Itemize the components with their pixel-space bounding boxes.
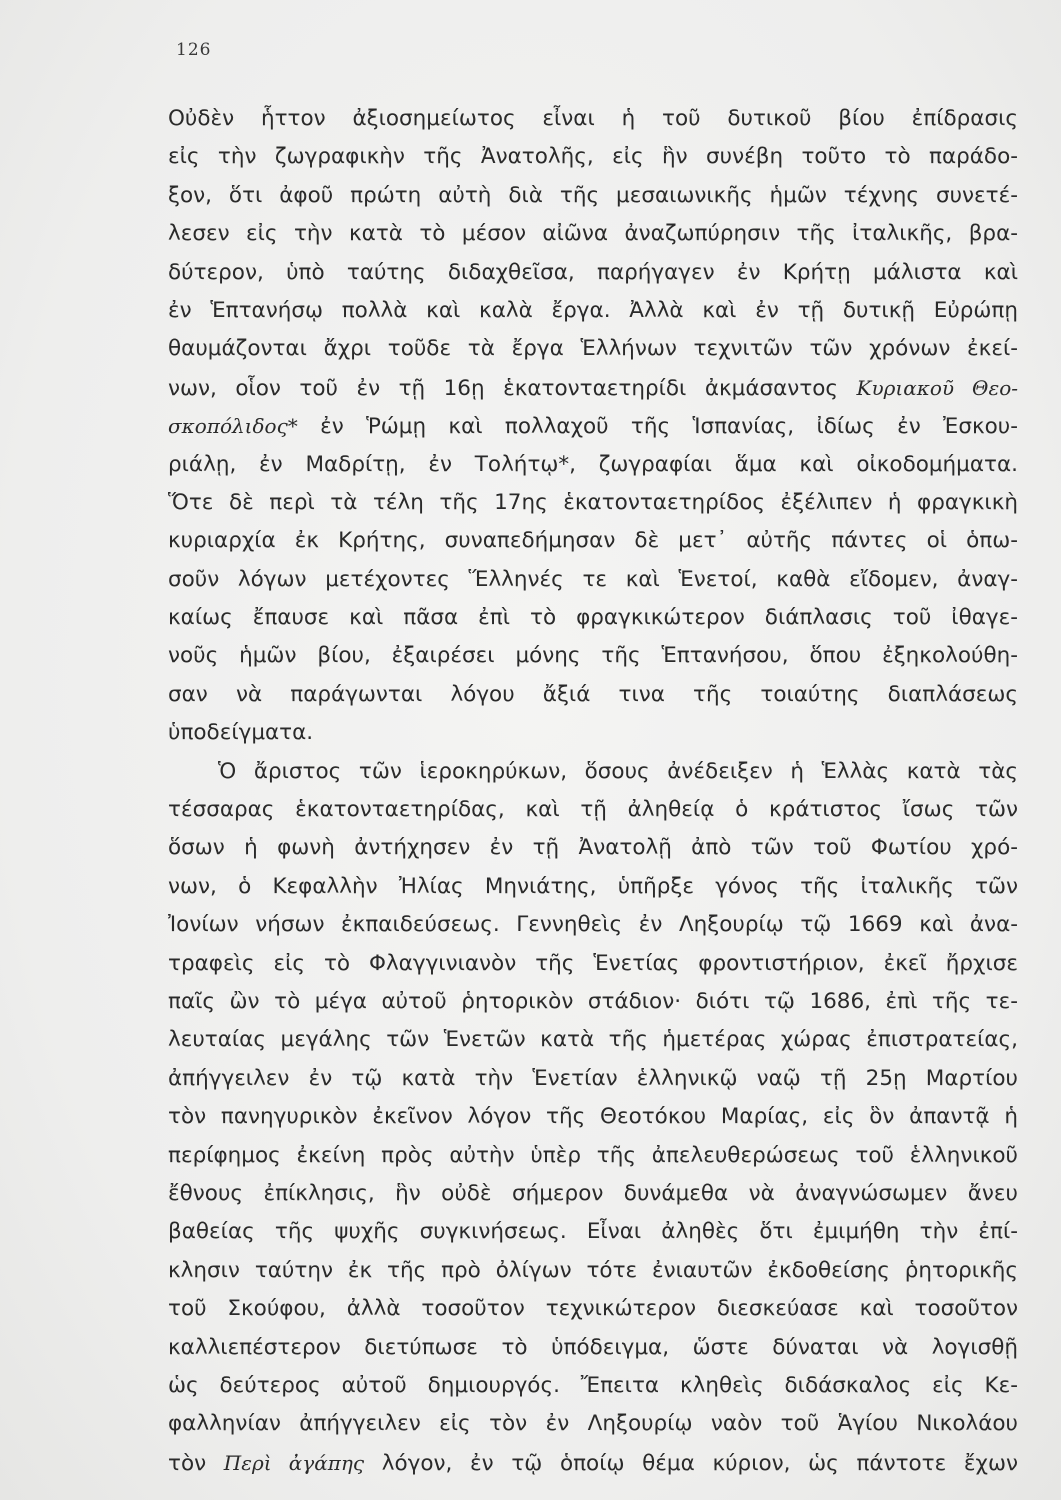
text-line: νοῦς ἡμῶν βίου, ἐξαιρέσει μόνης τῆς Ἑπτανήσου, ὅπου ἐξηκολούθη-	[168, 643, 1018, 669]
text-line: νων, ὁ Κεφαλλὴν Ἠλίας Μηνιάτης, ὑπῆρξε γόνος τῆς ἰταλικῆς τῶν	[168, 873, 1018, 899]
page-number: 126	[176, 40, 212, 60]
text-line: λεσεν εἰς τὴν κατὰ τὸ μέσον αἰῶνα ἀναζωπύρησιν τῆς ἰταλικῆς, βρα-	[168, 221, 1018, 247]
text-line: Ὅτε δὲ περὶ τὰ τέλη τῆς 17ης ἑκατονταετηρίδος ἐξέλιπεν ἡ φραγκικὴ	[168, 489, 1018, 515]
text-line: τέσσαρας ἑκατονταετηρίδας, καὶ τῇ ἀληθείᾳ ὁ κράτιστος ἴσως τῶν	[168, 797, 1018, 823]
text-line: ἀπήγγειλεν ἐν τῷ κατὰ τὴν Ἑνετίαν ἑλληνικῷ ναῷ τῇ 25ῃ Μαρτίου	[168, 1065, 1018, 1091]
text-line: κυριαρχία ἐκ Κρήτης, συναπεδήμησαν δὲ μετ᾽ αὐτῆς πάντες οἱ ὁπω-	[168, 528, 1018, 554]
body-text	[168, 100, 1018, 1482]
text-line: τοῦ Σκούφου, ἀλλὰ τοσοῦτον τεχνικώτερον διεσκεύασε καὶ τοσοῦτον	[168, 1296, 1018, 1322]
paragraph-start: Ὁ ἄριστος τῶν ἱεροκηρύκων, ὅσους ἀνέδειξεν ἡ Ἑλλὰς κατὰ τὰς	[218, 758, 1018, 784]
italic-name: σκοπόλιδος*	[168, 414, 298, 439]
text-line: νων, οἷον τοῦ ἐν τῇ 16ῃ ἑκατονταετηρίδι ἀκμάσαντος Κυριακοῦ Θεο-	[168, 375, 1018, 401]
text-line: καίως ἔπαυσε καὶ πᾶσα ἐπὶ τὸ φραγκικώτερον διάπλασις τοῦ ἰθαγε-	[168, 605, 1018, 631]
text-line: περίφημος ἐκείνη πρὸς αὐτὴν ὑπὲρ τῆς ἀπελευθερώσεως τοῦ ἑλληνικοῦ	[168, 1142, 1018, 1168]
text-line: τὸν Περὶ ἀγάπης λόγον, ἐν τῷ ὁποίῳ θέμα κύριον, ὡς πάντοτε ἔχων	[168, 1450, 1018, 1476]
italic-title: Περὶ ἀγάπης	[223, 1450, 365, 1475]
text-line: ἐν Ἑπτανήσῳ πολλὰ καὶ καλὰ ἔργα. Ἀλλὰ καὶ ἐν τῇ δυτικῇ Εὐρώπῃ	[168, 297, 1018, 323]
text-line: δύτερον, ὑπὸ ταύτης διδαχθεῖσα, παρήγαγεν ἐν Κρήτῃ μάλιστα καὶ	[168, 259, 1018, 285]
text-line: εἰς τὴν ζωγραφικὴν τῆς Ἀνατολῆς, εἰς ἣν συνέβη τοῦτο τὸ παράδο-	[168, 144, 1018, 170]
text-line: ξον, ὅτι ἀφοῦ πρώτη αὐτὴ διὰ τῆς μεσαιωνικῆς ἡμῶν τέχνης συνετέ-	[168, 182, 1018, 208]
text-line: τὸν πανηγυρικὸν ἐκεῖνον λόγον τῆς Θεοτόκου Μαρίας, εἰς ὃν ἀπαντᾷ ἡ	[168, 1104, 1018, 1130]
text-line: ὡς δεύτερος αὐτοῦ δημιουργός. Ἔπειτα κληθεὶς διδάσκαλος εἰς Κε-	[168, 1372, 1018, 1398]
text-line: καλλιεπέστερον διετύπωσε τὸ ὑπόδειγμα, ὥστε δύναται νὰ λογισθῇ	[168, 1334, 1018, 1360]
text-line: λευταίας μεγάλης τῶν Ἑνετῶν κατὰ τῆς ἡμετέρας χώρας ἐπιστρατείας,	[168, 1027, 1018, 1053]
text-line: σοῦν λόγων μετέχοντες Ἕλληνές τε καὶ Ἑνετοί, καθὰ εἴδομεν, ἀναγ-	[168, 566, 1018, 592]
text-line: ἔθνους ἐπίκλησις, ἣν οὐδὲ σήμερον δυνάμεθα νὰ ἀναγνώσωμεν ἄνευ	[168, 1180, 1018, 1206]
text-line: τραφεὶς εἰς τὸ Φλαγγινιανὸν τῆς Ἑνετίας φροντιστήριον, ἐκεῖ ἤρχισε	[168, 950, 1018, 976]
italic-name: Κυριακοῦ Θεο-	[856, 375, 1018, 400]
text-line: παῖς ὢν τὸ μέγα αὐτοῦ ῥητορικὸν στάδιον· διότι τῷ 1686, ἐπὶ τῆς τε-	[168, 988, 1018, 1014]
text-line: βαθείας τῆς ψυχῆς συγκινήσεως. Εἶναι ἀληθὲς ὅτι ἐμιμήθη τὴν ἐπί-	[168, 1219, 1018, 1245]
text-line: σαν νὰ παράγωνται λόγου ἄξιά τινα τῆς τοιαύτης διαπλάσεως	[168, 681, 1018, 707]
text-line: ὑποδείγματα.	[168, 720, 314, 746]
text-line: Ἰονίων νήσων ἐκπαιδεύσεως. Γεννηθεὶς ἐν Ληξουρίῳ τῷ 1669 καὶ ἀνα-	[168, 912, 1018, 938]
text-line: ριάλῃ, ἐν Μαδρίτῃ, ἐν Τολήτῳ*, ζωγραφίαι ἅμα καὶ οἰκοδομήματα.	[168, 451, 1018, 477]
text-line: ὅσων ἡ φωνὴ ἀντήχησεν ἐν τῇ Ἀνατολῇ ἀπὸ τῶν τοῦ Φωτίου χρό-	[168, 835, 1018, 861]
text-line: Οὐδὲν ἧττον ἀξιοσημείωτος εἶναι ἡ τοῦ δυτικοῦ βίου ἐπίδρασις	[168, 106, 1018, 131]
text-line: κλησιν ταύτην ἐκ τῆς πρὸ ὀλίγων τότε ἐνιαυτῶν ἐκδοθείσης ῥητορικῆς	[168, 1257, 1018, 1283]
text-line: θαυμάζονται ἄχρι τοῦδε τὰ ἔργα Ἑλλήνων τεχνιτῶν τῶν χρόνων ἐκεί-	[168, 336, 1018, 362]
text-line: φαλληνίαν ἀπήγγειλεν εἰς τὸν ἐν Ληξουρίῳ ναὸν τοῦ Ἁγίου Νικολάου	[168, 1411, 1018, 1437]
text-line: σκοπόλιδος* ἐν Ῥώμῃ καὶ πολλαχοῦ τῆς Ἱσπανίας, ἰδίως ἐν Ἐσκου-	[168, 414, 1018, 440]
